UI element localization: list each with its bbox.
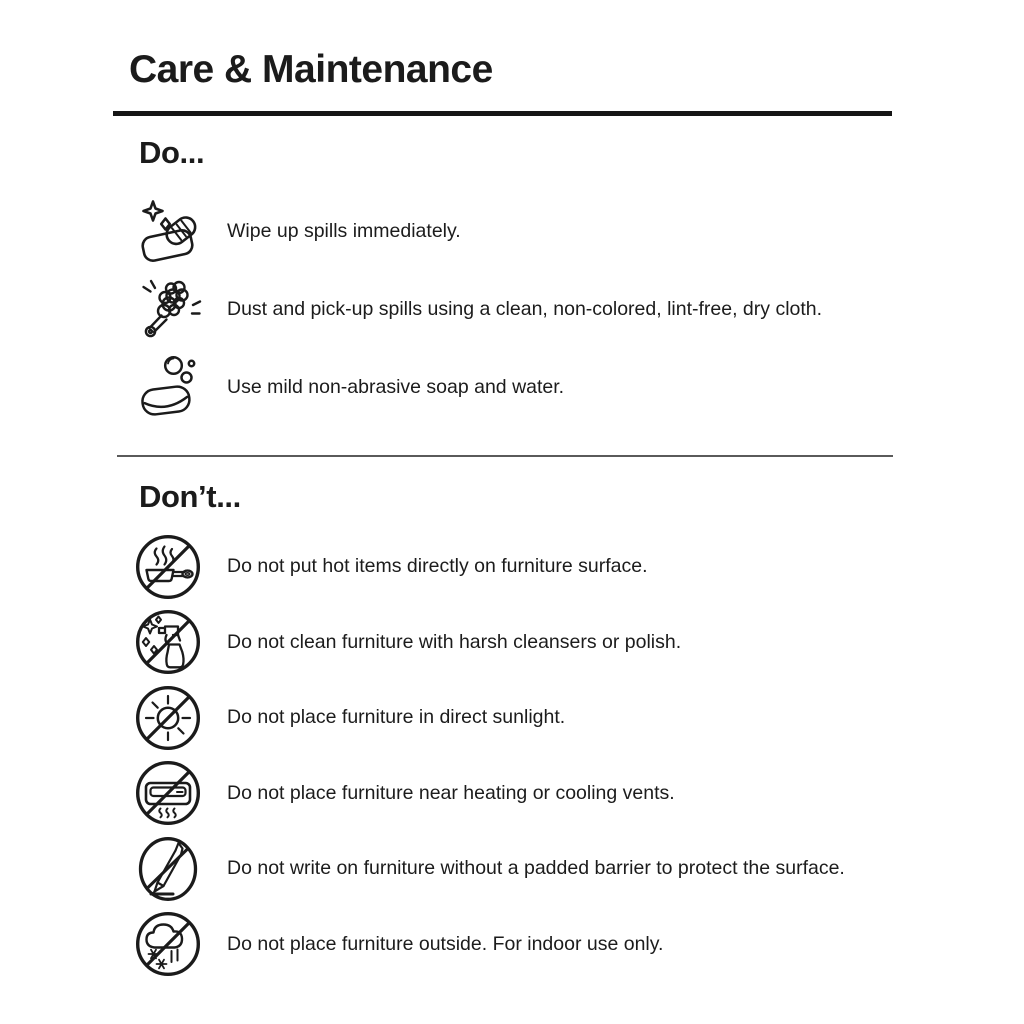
no-direct-sunlight-icon: [133, 684, 203, 752]
care-instruction-text: Do not place furniture near heating or cooling vents.: [227, 781, 675, 804]
no-harsh-cleansers-icon: [133, 608, 203, 676]
list-item: [134, 270, 822, 348]
list-item: [134, 348, 822, 426]
page-title: Care & Maintenance: [129, 48, 493, 91]
duster-icon: [134, 276, 208, 342]
no-writing-icon: [133, 835, 203, 903]
list-item: [133, 831, 845, 907]
list-item: [133, 907, 845, 983]
list-item: [133, 605, 845, 681]
do-section-heading: Do...: [139, 135, 205, 170]
care-instruction-text: Dust and pick-up spills using a clean, non-colored, lint-free, dry cloth.: [227, 297, 823, 320]
care-instruction-text: Do not clean furniture with harsh cleansers or polish.: [227, 630, 682, 653]
care-instruction-text: Do not put hot items directly on furniture surface.: [227, 555, 648, 578]
list-item: [134, 192, 822, 270]
wipe-hand-icon: [134, 198, 208, 264]
list-item: [133, 680, 845, 756]
list-item: [133, 756, 845, 832]
care-instruction-text: Do not place furniture outside. For indoor use only.: [227, 932, 664, 955]
dont-section-heading: Don’t...: [139, 479, 241, 514]
no-hot-items-icon: [133, 533, 203, 601]
dont-section: [133, 529, 845, 982]
care-instruction-text: Do not place furniture in direct sunlight.: [227, 706, 566, 729]
care-instruction-text: Use mild non-abrasive soap and water.: [227, 375, 565, 398]
soap-icon: [134, 354, 208, 420]
section-divider: [117, 455, 893, 457]
care-instruction-text: Do not write on furniture without a padded barrier to protect the surface.: [227, 857, 845, 880]
no-outdoor-use-icon: [133, 910, 203, 978]
list-item: [133, 529, 845, 605]
no-heating-vents-icon: [133, 759, 203, 827]
care-instruction-text: Wipe up spills immediately.: [227, 219, 461, 242]
do-section: [134, 192, 822, 426]
title-divider: [113, 111, 892, 116]
